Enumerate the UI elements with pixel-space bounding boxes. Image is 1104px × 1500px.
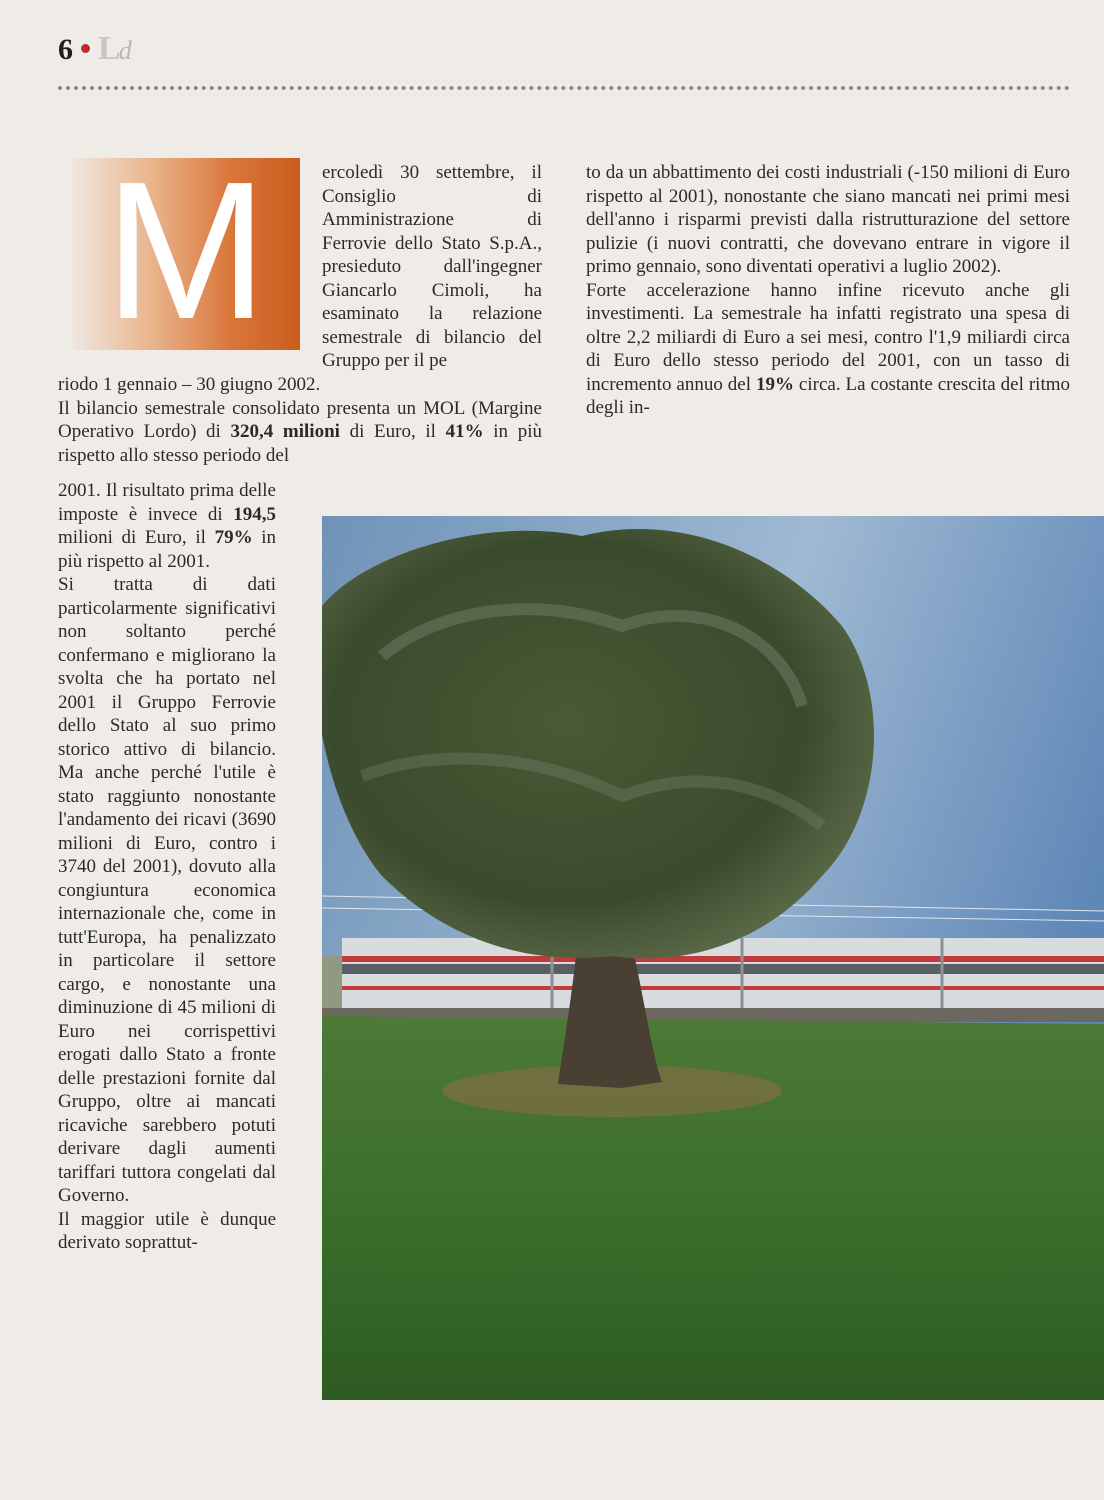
train <box>342 938 1104 1008</box>
paragraph-dati-significativi: Si tratta di dati particolarmente significativi non soltanto perché confermano e migliorano la svolta che ha portato nel 2001 il Gruppo Ferrovie dello Stato al suo primo storico attivo di bilancio. Ma anche perché l'utile è stato raggiunto nonostante l'andamento dei ricavi (3690 milioni di Euro, contro i 3740 del 2001), dovuto alla congiuntura economica internazionale che, come in tutt'Europa, ha penalizzato in particolare il settore cargo, e nonostante una diminuzione di 45 milioni di Euro nei corrispettivi erogati dallo Stato a fronte delle prestazioni fornite dal Gruppo, oltre ai mancati ricaviche sarebbero potuti derivare dagli aumenti tariffari tuttora congelati dal Governo. <box>58 574 276 1206</box>
paragraph-investimenti: Forte accelerazione hanno infine ricevuto anche gli investimenti. La semestrale ha infatti registrato una spesa di oltre 2,2 miliardi di Euro a sei mesi, contro l'1,9 miliardi circa di Euro dello stesso periodo del 2001, con un tasso di incremento annuo del 19% circa. La costante crescita del ritmo degli in- <box>586 279 1070 418</box>
drop-cap: M <box>72 158 300 350</box>
column-two-text <box>586 161 1070 420</box>
red-dot-separator <box>81 44 90 53</box>
page-number: 6 <box>58 33 73 66</box>
photo-illustration <box>322 516 1104 1400</box>
olive-tree-train-photo <box>322 516 1104 1400</box>
paragraph-costi-industriali: to da un abbattimento dei costi industriali (-150 milioni di Euro rispetto al 2001), nonostante che siano mancati nei primi mesi dell'anno i risparmi previsti dalla ristrutturazione del settore pulizie (i nuovi contratti, che dovevano entrare in vigore il primo gennaio, sono diventati operativi a luglio 2002). <box>586 162 1070 277</box>
magazine-logo: Ld <box>98 30 130 67</box>
column-one-narrow-text: 2001. Il risultato prima delle imposte è invece di 194,5 milioni di Euro, il 79% in più rispetto al 2001. Si tratta di dati particolarmente significativi non soltanto perché confermano e migliorano la svolta che ha portato nel 2001 il Gruppo Ferrovie dello Stato al suo primo storico attivo di bilancio. Ma anche perché l'utile è stato raggiunto nonostante l'andamento dei ricavi (3690 milioni di Euro, contro i 3740 del 2001), dovuto alla congiuntura economica internazionale che, come in tutt'Europa, ha penalizzato in particolare il settore cargo, e nonostante una diminuzione di 45 milioni di Euro nei corrispettivi erogati dallo Stato a fronte delle prestazioni fornite dal Gruppo, oltre ai mancati ricaviche sarebbero potuti derivare dagli aumenti tariffari tuttora congelati dal Governo. Il maggior utile è dunque derivato soprattut- <box>58 480 277 1253</box>
column-one-wide-text: riodo 1 gennaio – 30 giugno 2002. Il bilancio semestrale consolidato presenta un MOL (Margine Operativo Lordo) di 320,4 milioni di Euro, il 41% in più rispetto allo stesso periodo del <box>58 374 542 466</box>
growth-percent: 19% <box>755 373 794 395</box>
dotted-divider <box>58 86 1070 90</box>
page-header <box>58 30 130 74</box>
paragraph-maggior-utile: Il maggior utile è dunque derivato soprattut- <box>58 1208 276 1253</box>
intro-text-beside-dropcap: ercoledì 30 settembre, il Consiglio di Amministrazione di Ferrovie dello Stato S.p.A., presieduto dall'ingegner Giancarlo Cimoli, ha esaminato la relazione semestrale di bilancio del Gruppo per il pe <box>322 162 542 371</box>
